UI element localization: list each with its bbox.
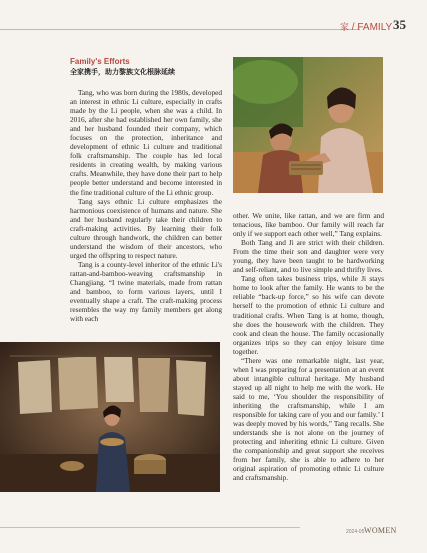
footer-rule-line xyxy=(0,527,300,528)
photo-illustration xyxy=(233,57,383,193)
paragraph: Tang, who was born during the 1980s, developed an interest in ethnic Li culture, especially in crafts made by the Li people, when she was a child. In 2016, after she had established her own family, she and her husband founded their company, which focuses on the protection, inheritance and development of ethnic Li culture and traditional folk craftsmanship. The couple has led local residents in creating wealth, by making various crafts. Meanwhile, they have done their part to help people better understand and become interested in the fine traditional culture of the Li ethnic group. xyxy=(70,88,222,197)
right-column xyxy=(233,211,384,482)
woman-teaching-child-weaving-photo xyxy=(233,57,383,193)
section-label-en: FAMILY xyxy=(357,22,393,33)
magazine-logo: WOMEN xyxy=(364,526,397,535)
section-marker xyxy=(340,20,392,33)
header-rule-line xyxy=(0,29,360,30)
paragraph: Both Tang and Ji are strict with their children. From the time their son and daughter were very young, they have been taught to be hardworking and self-reliant, and to live simple and thrifty lives. xyxy=(233,238,384,275)
article-title: Family's Efforts xyxy=(70,57,130,66)
woman-in-exhibition-hall-photo xyxy=(0,342,220,492)
photo-illustration xyxy=(0,342,220,492)
section-label-zh: 家 xyxy=(340,23,350,33)
page-header xyxy=(0,0,427,46)
left-column xyxy=(70,88,222,323)
article-subtitle-zh: 全家携手，助力黎族文化根脉延续 xyxy=(70,68,175,76)
paragraph: Tang often takes business trips, while Ji stays home to look after the family. He wants to be the reliable “back-up force,” so his wife can devote herself to the promotion of ethnic Li culture and traditional crafts. When Tang is at home, though, she does the housework with the children. They cook and clean the house. The family occasionally organizes trips so they can enjoy leisure time together. xyxy=(233,274,384,356)
paragraph: Tang says ethnic Li culture emphasizes the harmonious coexistence of humans and nature. She and her husband regularly take their children to craft-making activities. By learning their folk culture through handwork, the children can better understand the wisdom of their ancestors, who urged the offspring to respect nature. xyxy=(70,196,222,260)
page-number: 35 xyxy=(393,17,406,32)
issue-date: 2024-05 xyxy=(346,529,365,535)
paragraph: other. We unite, like rattan, and we are firm and tenacious, like bamboo. Our family will reach far only if we support each other well,” Tang explains. xyxy=(233,211,384,239)
section-separator: / xyxy=(349,22,358,33)
paragraph: Tang is a county-level inheritor of the ethnic Li's rattan-and-bamboo-weaving craftsmanship in Changjiang. “I twine materials, made from rattan and bamboo, to form various layers, until I eventually shape a craft. The craft-making process resembles the way my family members get along with each xyxy=(70,259,222,324)
paragraph: “There was one remarkable night, last year, when I was preparing for a presentation at an event about intangible cultural heritage. My husband stayed up all night to help me with the work. He said to me, ‘You shoulder the responsibility of inheriting the craftsmanship, while I am responsible for taking care of you and our family.’ I was deeply moved by his words,” Tang recalls. She understands she is not alone on the journey of protecting and inheriting ethnic Li culture. Given the companionship and great support she receives from her family, she is able to adhere to her original aspiration of promoting ethnic Li culture and craftsmanship. xyxy=(233,355,384,483)
